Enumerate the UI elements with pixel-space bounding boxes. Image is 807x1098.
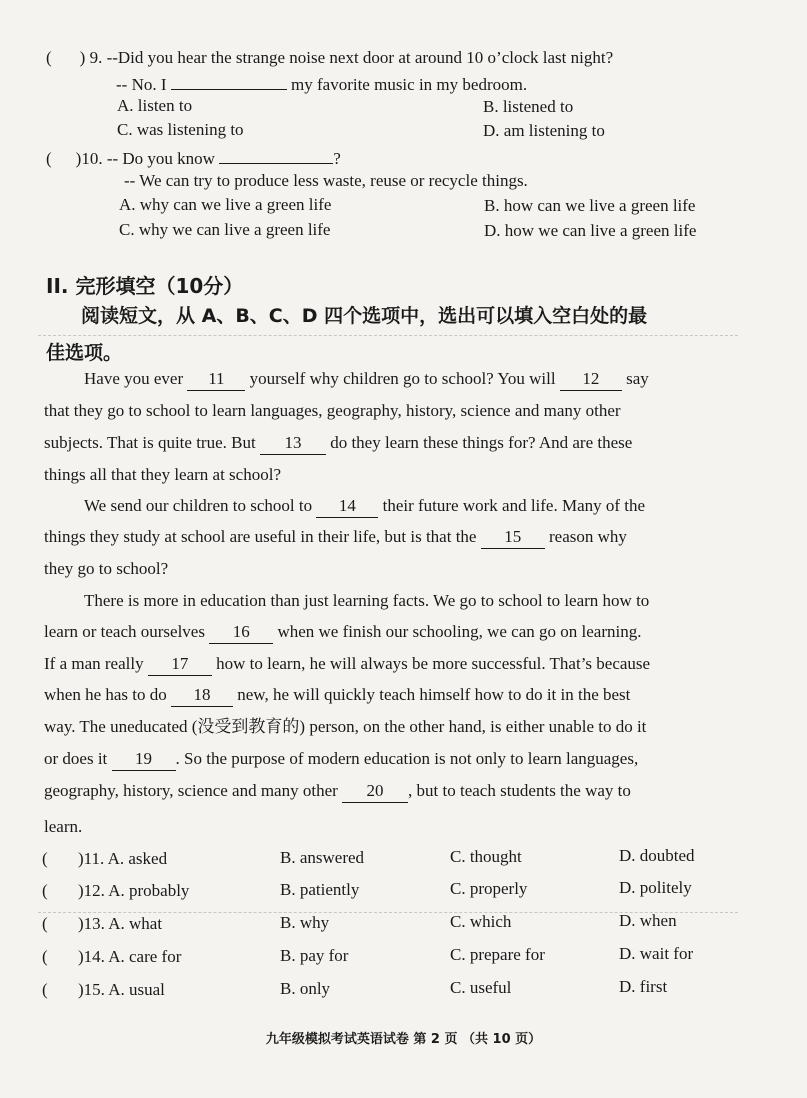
q9-reply-end: my favorite music in my bedroom.: [291, 75, 528, 94]
passage-line: There is more in education than just learning facts. We go to school to learn how to: [84, 591, 650, 610]
option-a: )14. A. care for: [78, 947, 182, 966]
passage-line: they go to school?: [44, 559, 169, 578]
passage-line: subjects. That is quite true. But 13 do they learn these things for? And are these: [44, 432, 632, 454]
blank-15: 15: [481, 526, 545, 549]
option-d: D. when: [619, 911, 677, 930]
option-c: C. useful: [450, 978, 512, 997]
passage-line: learn or teach ourselves 16 when we finish our schooling, we can go on learning.: [44, 621, 641, 643]
page-footer: 九年级模拟考试英语试卷 第 2 页 （共 10 页）: [265, 1032, 542, 1047]
answer-paren: (: [42, 849, 48, 868]
q10-answer-blank: [219, 145, 333, 164]
answer-paren: (: [42, 914, 48, 933]
q9-option-d: D. am listening to: [483, 121, 605, 140]
option-a: )15. A. usual: [78, 980, 165, 999]
q10-option-a: A. why can we live a green life: [119, 195, 332, 214]
passage-line: We send our children to school to 14 their future work and life. Many of the: [84, 495, 645, 517]
q9-paren: (: [46, 48, 52, 67]
q9-option-c: C. was listening to: [117, 120, 244, 139]
passage-line: Have you ever 11 yourself why children go to school? You will 12 say: [84, 368, 649, 390]
option-a: )12. A. probably: [78, 881, 190, 900]
section-instruction-line1: 阅读短文，从 A、B、C、D 四个选项中，选出可以填入空白处的最: [81, 305, 648, 327]
blank-13: 13: [260, 432, 326, 455]
blank-18: 18: [171, 684, 233, 707]
blank-17: 17: [148, 653, 212, 676]
option-a: )11. A. asked: [78, 849, 168, 868]
q10-paren: (: [46, 149, 52, 168]
section-instruction-line2: 佳选项。: [46, 342, 123, 364]
answer-paren: (: [42, 881, 48, 900]
passage-line: things all that they learn at school?: [44, 465, 281, 484]
passage-line: that they go to school to learn languages, geography, history, science and many other: [44, 401, 621, 420]
q9-option-a: A. listen to: [117, 96, 193, 115]
passage-line: things they study at school are useful in their life, but is that the 15 reason why: [44, 526, 627, 548]
section-title: II. 完形填空（10分）: [46, 274, 244, 298]
option-b: B. answered: [280, 848, 365, 867]
passage-line: geography, history, science and many other 20 , but to teach students the way to: [44, 780, 631, 802]
q9-reply: [116, 71, 527, 96]
q9-reply-start: -- No. I: [116, 75, 167, 94]
passage-line: or does it 19 . So the purpose of modern education is not only to learn languages,: [44, 748, 638, 770]
passage-line: If a man really 17 how to learn, he will always be more successful. That’s because: [44, 653, 650, 675]
q10-reply: -- We can try to produce less waste, reuse or recycle things.: [124, 171, 528, 190]
q10-option-b: B. how can we live a green life: [484, 196, 696, 215]
answer-paren: (: [42, 980, 48, 999]
option-c: C. which: [450, 912, 512, 931]
passage-box-top: [38, 335, 738, 336]
q10-stem-start: )10. -- Do you know: [75, 149, 215, 168]
passage-line: way. The uneducated (没受到教育的) person, on the other hand, is either unable to do it: [44, 717, 647, 736]
blank-14: 14: [316, 495, 378, 518]
question-10: [46, 145, 341, 170]
question-9: [46, 47, 613, 69]
option-a: )13. A. what: [78, 914, 163, 933]
q10-stem-end: ?: [333, 149, 341, 168]
answer-paren: (: [42, 947, 48, 966]
q10-option-d: D. how we can live a green life: [484, 221, 697, 240]
passage-line: learn.: [44, 817, 83, 836]
q9-stem: ) 9. --Did you hear the strange noise next door at around 10 o’clock last night?: [79, 48, 614, 67]
blank-12: 12: [560, 368, 622, 391]
q9-answer-blank: [171, 71, 287, 90]
option-b: B. pay for: [280, 946, 349, 965]
option-b: B. only: [280, 979, 331, 998]
option-b: B. patiently: [280, 880, 360, 899]
option-d: D. doubted: [619, 846, 695, 865]
q9-option-b: B. listened to: [483, 97, 574, 116]
option-c: C. thought: [450, 847, 522, 866]
blank-16: 16: [209, 621, 273, 644]
blank-20: 20: [342, 780, 408, 803]
option-c: C. prepare for: [450, 945, 545, 964]
option-b: B. why: [280, 913, 330, 932]
option-d: D. wait for: [619, 944, 694, 963]
option-d: D. first: [619, 977, 668, 996]
option-d: D. politely: [619, 878, 692, 897]
option-c: C. properly: [450, 879, 528, 898]
blank-11: 11: [187, 368, 245, 391]
blank-19: 19: [112, 748, 176, 771]
q10-option-c: C. why we can live a green life: [119, 220, 331, 239]
passage-line: when he has to do 18 new, he will quickly teach himself how to do it in the best: [44, 684, 630, 706]
